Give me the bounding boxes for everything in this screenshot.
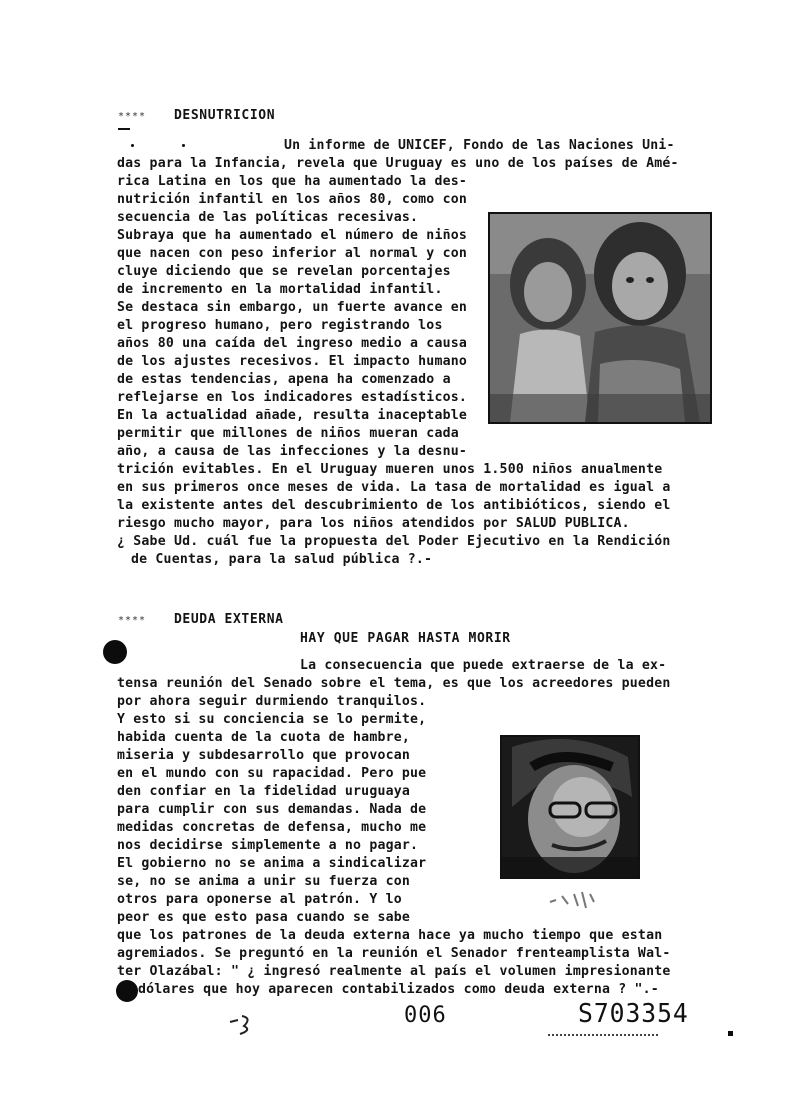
s1-line: la existente antes del descubrimiento de los antibióticos, siendo el [117, 498, 671, 513]
s2-line: agremiados. Se preguntó en la reunión el Senador frenteamplista Wal- [117, 946, 671, 961]
s1-line: de estas tendencias, apena ha comenzado a [117, 372, 451, 387]
children-photo [488, 212, 712, 424]
s1-line: das para la Infancia, revela que Uruguay es uno de los países de Amé- [117, 156, 679, 171]
children-photo-image [490, 214, 710, 422]
s1-line: En la actualidad añade, resulta inaceptable [117, 408, 468, 423]
s2-line: por ahora seguir durmiendo tranquilos. [117, 694, 427, 709]
s2-line: en el mundo con su rapacidad. Pero pue [117, 766, 427, 781]
handwritten-scribble [228, 1012, 256, 1038]
s1-line: ¿ Sabe Ud. cuál fue la propuesta del Poder Ejecutivo en la Rendición [117, 534, 671, 549]
corner-mark [728, 1031, 733, 1036]
s1-line: nutrición infantil en los años 80, como con [117, 192, 468, 207]
s1-line: año, a causa de las infecciones y la desnu- [117, 444, 468, 459]
page-number: 006 [404, 1003, 447, 1028]
s1-line: riesgo mucho mayor, para los niños atendidos por SALUD PUBLICA. [117, 516, 630, 531]
handwritten-mark [228, 1012, 256, 1038]
section2-stars: **** [118, 615, 147, 626]
ink-blot [116, 980, 138, 1002]
s2-line: peor es que esto pasa cuando se sabe [117, 910, 411, 925]
s2-line: Y esto si su conciencia se lo permite, [117, 712, 427, 727]
s2-line: La consecuencia que puede extraerse de la ex- [300, 658, 667, 673]
smudge-mark [548, 888, 598, 910]
s2-line: nos decidirse simplemente a no pagar. [117, 838, 419, 853]
s2-line: den confiar en la fidelidad uruguaya [117, 784, 411, 799]
s1-line: que nacen con peso inferior al normal y con [117, 246, 468, 261]
section1-title: DESNUTRICION [174, 108, 276, 123]
ink-blot [103, 640, 127, 664]
s2-line: que los patrones de la deuda externa hace ya mucho tiempo que estan [117, 928, 663, 943]
s1-line: secuencia de las políticas recesivas. [117, 210, 419, 225]
s2-line: ter Olazábal: " ¿ ingresó realmente al país el volumen impresionante [117, 964, 671, 979]
senator-portrait-photo [500, 735, 640, 879]
s2-line: tensa reunión del Senado sobre el tema, es que los acreedores pueden [117, 676, 671, 691]
margin-mark [118, 128, 130, 130]
s1-line: de Cuentas, para la salud pública ?.- [131, 552, 433, 567]
section1-stars: **** [118, 111, 147, 122]
s1-line: permitir que millones de niños mueran cada [117, 426, 459, 441]
s2-line: otros para oponerse al patrón. Y lo [117, 892, 402, 907]
speck-mark [131, 144, 134, 147]
speck-mark [182, 144, 185, 147]
s1-line: de los ajustes recesivos. El impacto humano [117, 354, 468, 369]
s2-line: se, no se anima a unir su fuerza con [117, 874, 411, 889]
s2-line: miseria y subdesarrollo que provocan [117, 748, 411, 763]
section2-title: DEUDA EXTERNA [174, 612, 284, 627]
s1-line: cluye diciendo que se revelan porcentajes [117, 264, 451, 279]
photo-caption-smudge [548, 888, 598, 910]
s1-line: de incremento en la mortalidad infantil. [117, 282, 443, 297]
section2-subtitle: HAY QUE PAGAR HASTA MORIR [300, 631, 511, 646]
s1-line: en sus primeros once meses de vida. La tasa de mortalidad es igual a [117, 480, 671, 495]
s1-line: reflejarse en los indicadores estadísticos. [117, 390, 468, 405]
s1-line: Un informe de UNICEF, Fondo de las Naciones Uni- [284, 138, 675, 153]
s1-line: años 80 una caída del ingreso medio a causa [117, 336, 468, 351]
s1-line: trición evitables. En el Uruguay mueren unos 1.500 niños anualmente [117, 462, 663, 477]
s1-line: Subraya que ha aumentado el número de niños [117, 228, 468, 243]
dotted-rule [548, 1030, 658, 1036]
s2-line: medidas concretas de defensa, mucho me [117, 820, 427, 835]
s2-line: para cumplir con sus demandas. Nada de [117, 802, 427, 817]
s2-line: El gobierno no se anima a sindicalizar [117, 856, 427, 871]
senator-portrait-image [502, 737, 638, 877]
s1-line: Se destaca sin embargo, un fuerte avance en [117, 300, 468, 315]
s1-line: rica Latina en los que ha aumentado la des- [117, 174, 468, 189]
s1-line: el progreso humano, pero registrando los [117, 318, 443, 333]
document-code: S703354 [578, 999, 689, 1029]
s2-line: dólares que hoy aparecen contabilizados como deuda externa ? ".- [138, 982, 659, 997]
s2-line: habida cuenta de la cuota de hambre, [117, 730, 411, 745]
